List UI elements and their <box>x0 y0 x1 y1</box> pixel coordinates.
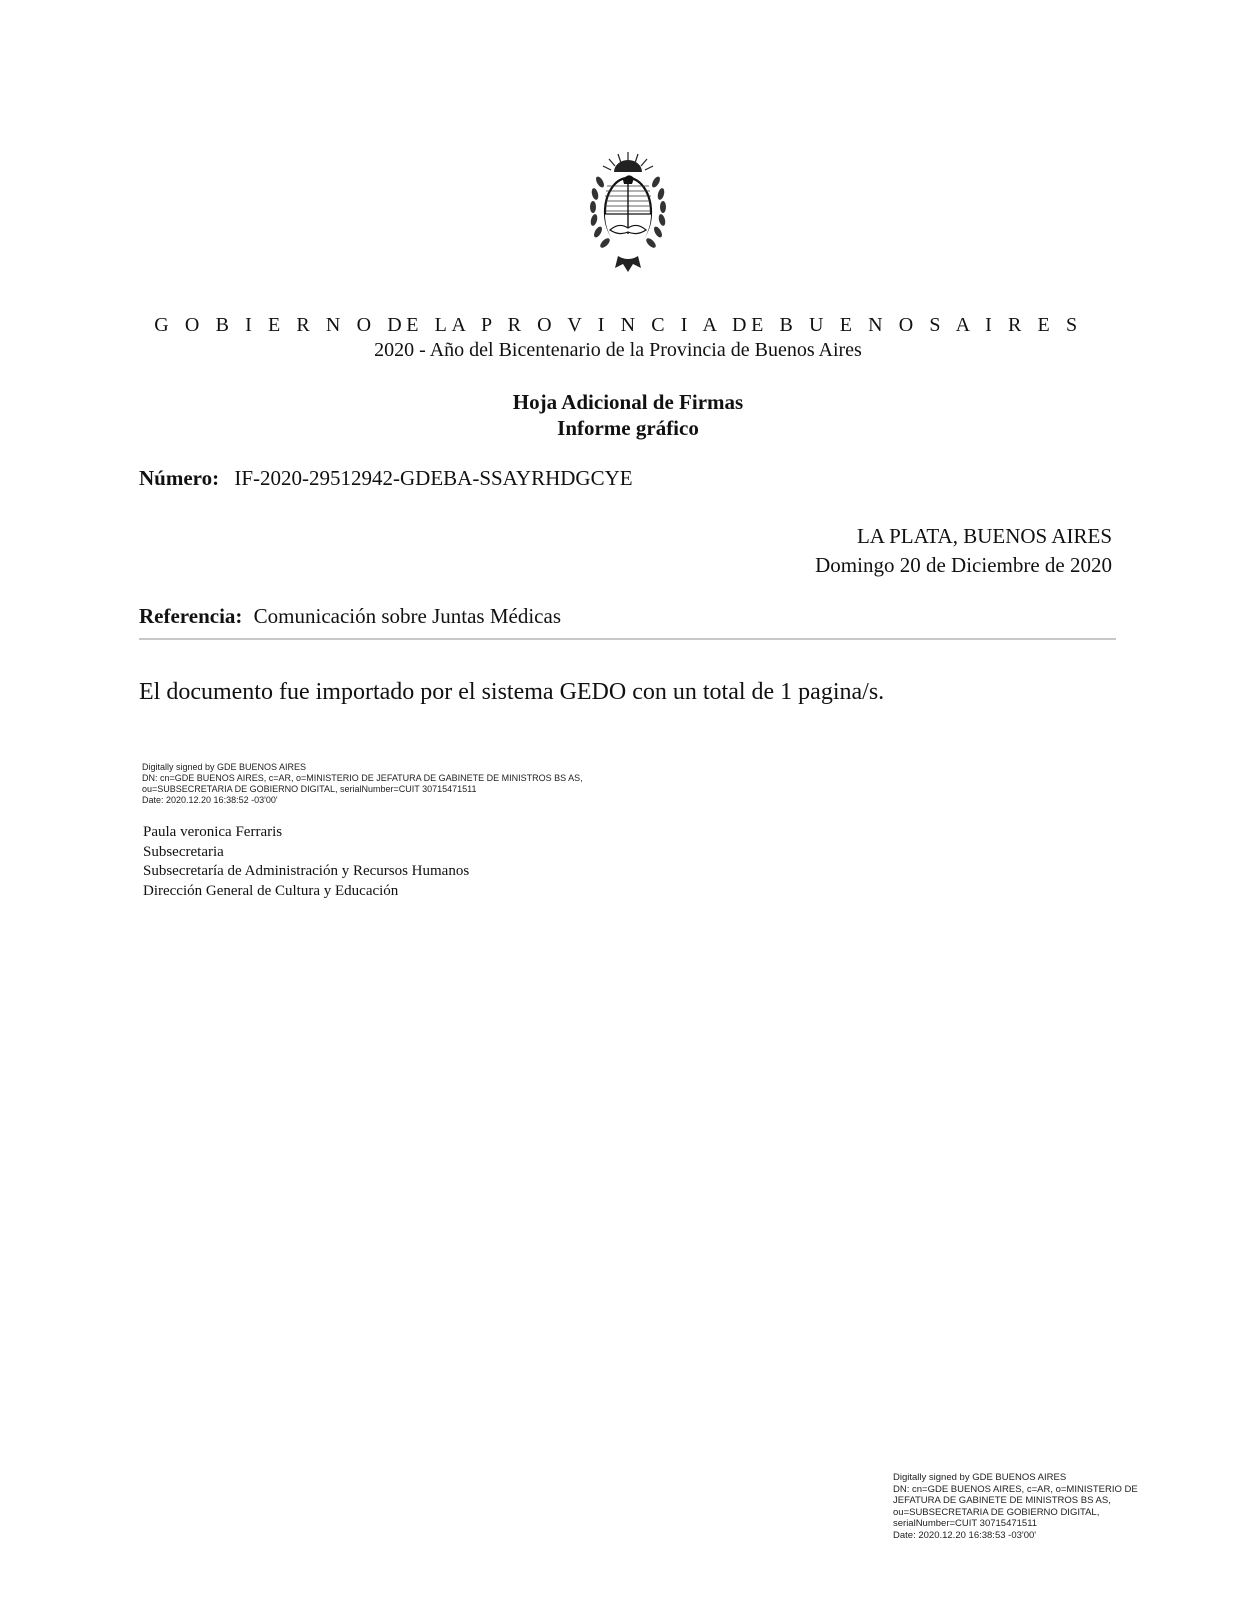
signature-line: Digitally signed by GDE BUENOS AIRES <box>142 762 307 772</box>
numero-label: Número: <box>139 466 220 490</box>
place-and-date <box>815 522 1112 580</box>
government-title: G O B I E R N O DE LA P R O V I N C I A DE B U E N O S A I R E S <box>154 314 1082 336</box>
referencia-value: Comunicación sobre Juntas Médicas <box>253 604 561 628</box>
signer-office: Subsecretaría de Administración y Recursos Humanos <box>143 863 470 879</box>
document-type: Hoja Adicional de Firmas <box>512 390 744 414</box>
stamp-line: Date: 2020.12.20 16:38:53 -03'00' <box>893 1529 1037 1541</box>
reference <box>139 604 561 629</box>
stamp-line: serialNumber=CUIT 30715471511 <box>893 1518 1038 1529</box>
stamp-line: Digitally signed by GDE BUENOS AIRES <box>893 1472 1067 1483</box>
date: Domingo 20 de Diciembre de 2020 <box>815 553 1112 577</box>
signature-line: Date: 2020.12.20 16:38:52 -03'00' <box>142 795 278 805</box>
footer-signature-stamp <box>893 1472 1138 1541</box>
place: LA PLATA, BUENOS AIRES <box>856 524 1112 548</box>
numero-value: IF-2020-29512942-GDEBA-SSAYRHDGCYE <box>234 466 633 490</box>
document-body: El documento fue importado por el sistema GEDO con un total de 1 pagina/s. <box>139 679 885 705</box>
coat-of-arms-seal <box>583 150 673 276</box>
stamp-line: ou=SUBSECRETARIA DE GOBIERNO DIGITAL, <box>893 1506 1100 1518</box>
referencia-label: Referencia: <box>139 604 243 628</box>
signer-role: Subsecretaria <box>143 843 224 860</box>
document-subtype: Informe gráfico <box>557 416 699 440</box>
signer-block <box>143 823 469 901</box>
signer-organization: Dirección General de Cultura y Educación <box>143 882 399 899</box>
signer-name: Paula veronica Ferraris <box>143 824 283 840</box>
stamp-line: JEFATURA DE GABINETE DE MINISTROS BS AS, <box>893 1495 1111 1506</box>
year-motto: 2020 - Año del Bicentenario de la Provincia de Buenos Aires <box>374 339 862 361</box>
document-heading <box>0 389 1236 441</box>
document-number <box>139 466 633 491</box>
digital-signature-block <box>142 762 583 806</box>
stamp-line: DN: cn=GDE BUENOS AIRES, c=AR, o=MINISTERIO DE <box>893 1483 1138 1495</box>
signature-line: DN: cn=GDE BUENOS AIRES, c=AR, o=MINISTERIO DE JEFATURA DE GABINETE DE MINISTROS BS AS, <box>142 773 583 783</box>
divider <box>139 638 1116 640</box>
signature-line: ou=SUBSECRETARIA DE GOBIERNO DIGITAL, serialNumber=CUIT 30715471511 <box>142 784 477 794</box>
